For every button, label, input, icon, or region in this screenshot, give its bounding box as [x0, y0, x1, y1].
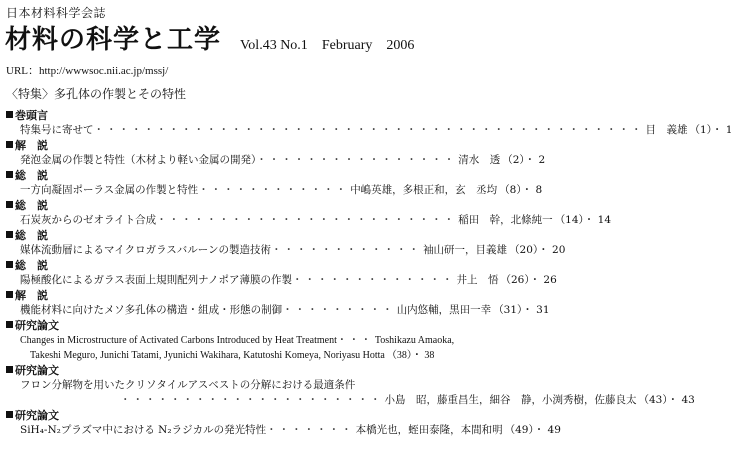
square-bullet-icon	[6, 366, 13, 373]
issue-month: February	[321, 38, 373, 53]
square-bullet-icon	[6, 111, 13, 118]
section-heading: 解 説	[6, 288, 506, 303]
issue-year: 2006	[386, 38, 415, 53]
toc-section	[6, 198, 611, 228]
section-heading: 解 説	[6, 138, 506, 153]
square-bullet-icon	[6, 321, 13, 328]
toc-entry[interactable]: 陽極酸化によるガラス表面上規則配列ナノポア薄膜の作製・・・・・・・・・・・・・ 井上 悟 （26）・ 26	[20, 274, 557, 286]
issue-info	[240, 38, 414, 54]
toc-entry[interactable]: フロン分解物を用いたクリソタイルアスベストの分解における最適条件 ・・・・・・・・・・・・・・・・・・・・・ 小島 昭，藤重昌生，細谷 静，小渕秀樹，佐藤良太 （43）・ 43	[20, 379, 695, 406]
section-heading: 研究論文	[6, 408, 506, 423]
toc-entry[interactable]: 特集号に寄せて・・・・・・・・・・・・・・・・・・・・・・・・・・・・・・・・・・・・・・・・・・・・ 目 義雄 （1）・ 1	[20, 124, 732, 136]
feature-title: 〈特集〉多孔体の作製とその特性	[6, 87, 187, 101]
square-bullet-icon	[6, 141, 13, 148]
journal-url[interactable]: URL：http://wwwsoc.nii.ac.jp/mssj/	[6, 65, 169, 77]
toc-section	[6, 258, 557, 288]
section-heading: 総 説	[6, 228, 506, 243]
toc-section	[6, 408, 561, 438]
toc-entry[interactable]: 媒体流動層によるマイクロガラスバルーンの製造技術・・・・・・・・・・・・ 袖山研一，目義雄 （20）・ 20	[20, 244, 566, 256]
section-heading: 研究論文	[6, 318, 506, 333]
table-of-contents	[6, 108, 732, 438]
journal-title: 材料の科学と工学	[5, 25, 222, 55]
square-bullet-icon	[6, 171, 13, 178]
toc-section	[6, 138, 546, 168]
toc-entry[interactable]: 石炭灰からのゼオライト合成・・・・・・・・・・・・・・・・・・・・・・・・ 稲田 幹，北條純一 （14）・ 14	[20, 214, 611, 226]
toc-section	[6, 288, 550, 318]
section-heading: 総 説	[6, 258, 506, 273]
toc-entry[interactable]: SiH₄-N₂プラズマ中における N₂ラジカルの発光特性・・・・・・・ 本橋光也，蛭田泰隆，本間和明 （49）・ 49	[20, 424, 561, 436]
section-heading: 巻頭言	[6, 108, 506, 123]
section-heading: 総 説	[6, 168, 506, 183]
square-bullet-icon	[6, 261, 13, 268]
volume-number: Vol.43 No.1	[240, 38, 308, 53]
toc-entry[interactable]: Changes in Microstructure of Activated Carbons Introduced by Heat Treatment・・・ Toshikazu Amaoka, Takeshi Meguro, Junichi Tatami, Jyunichi Wakihara, Katutoshi Komeya, Noriyasu Hotta （38）・ 38	[20, 335, 455, 361]
toc-section	[6, 318, 506, 363]
toc-section	[6, 108, 732, 138]
toc-section	[6, 363, 695, 408]
square-bullet-icon	[6, 291, 13, 298]
toc-section	[6, 228, 566, 258]
toc-entry[interactable]: 発泡金属の作製と特性（木材より軽い金属の開発）・・・・・・・・・・・・・・・・ 清水 透 （2）・ 2	[20, 154, 546, 166]
society-name: 日本材料科学会誌	[6, 6, 107, 20]
square-bullet-icon	[6, 231, 13, 238]
section-heading: 総 説	[6, 198, 506, 213]
section-heading: 研究論文	[6, 363, 506, 378]
square-bullet-icon	[6, 411, 13, 418]
toc-entry[interactable]: 一方向凝固ポーラス金属の作製と特性・・・・・・・・・・・・ 中嶋英雄，多根正和，玄 丞均 （8）・ 8	[20, 184, 543, 196]
toc-entry[interactable]: 機能材料に向けたメソ多孔体の構造・組成・形態の制御・・・・・・・・・ 山内悠輔，黒田一幸 （31）・ 31	[20, 304, 550, 316]
toc-section	[6, 168, 543, 198]
square-bullet-icon	[6, 201, 13, 208]
